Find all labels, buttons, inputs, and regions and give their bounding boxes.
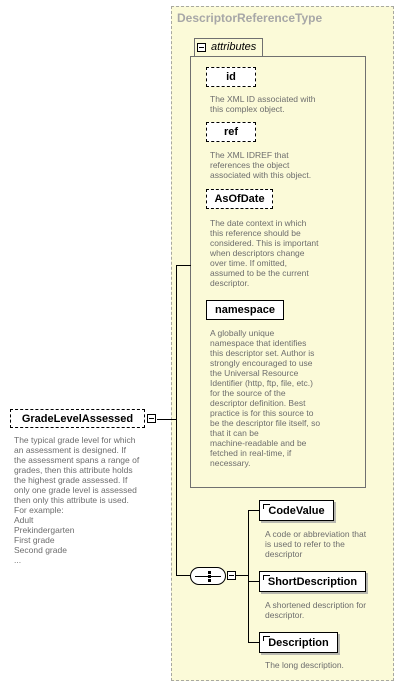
- element-codevalue-desc: A code or abbreviation that is used to refer to the descriptor: [265, 529, 367, 559]
- root-element-desc: The typical grade level for which an assessment is designed. If the assessment spans a range of grades, then this attribute holds the highest grade assessed. If only one grade level is assessed then only this attribute is used. For example: Adult Prekindergarten First grade Second grade ...: [14, 435, 140, 565]
- attribute-asofdate[interactable]: AsOfDate: [206, 189, 273, 209]
- sequence-dots-icon: [203, 571, 213, 582]
- attribute-ref-desc: The XML IDREF that references the object associated with this object.: [210, 150, 312, 180]
- attributes-label: attributes: [211, 41, 257, 53]
- element-icon: [263, 636, 270, 641]
- element-shortdescription[interactable]: [259, 571, 366, 592]
- attribute-namespace[interactable]: namespace: [206, 300, 284, 320]
- connector-shortdescription: [248, 581, 259, 582]
- collapse-attributes-icon[interactable]: [197, 43, 206, 52]
- element-shortdescription-desc: A shortened description for descriptor.: [265, 600, 367, 620]
- sequence-compositor-icon[interactable]: [190, 567, 226, 585]
- attribute-asofdate-desc: The date context in which this reference should be considered. This is important when descriptors change over time. If omitted, assumed to be the current descriptor.: [210, 218, 319, 288]
- connector-root: [157, 419, 177, 420]
- type-title: DescriptorReferenceType: [177, 11, 323, 25]
- element-codevalue[interactable]: [259, 500, 334, 521]
- attribute-id-desc: The XML ID associated with this complex object.: [210, 94, 316, 114]
- element-description-label: Description: [268, 636, 329, 649]
- element-icon: [263, 575, 270, 580]
- element-codevalue-label: CodeValue: [268, 504, 325, 517]
- attribute-ref[interactable]: ref: [206, 122, 256, 142]
- connector-codevalue: [248, 510, 259, 511]
- element-shortdescription-label: ShortDescription: [267, 575, 358, 588]
- connector-sequence: [176, 575, 191, 576]
- root-element-gradelevelassessed[interactable]: GradeLevelAssessed: [10, 409, 145, 428]
- connector-attributes: [176, 265, 191, 266]
- element-icon: [263, 504, 270, 509]
- attribute-namespace-desc: A globally unique namespace that identifies this descriptor set. Author is strongly encouraged to use the Universal Resource Identifier (http, ftp, file, etc.) for the source of the descriptor definition. Best practice is for this source to be the descriptor file itself, so that it can be machine-readable and be fetched in real-time, if necessary.: [210, 328, 321, 468]
- element-description-desc: The long description.: [265, 660, 344, 670]
- attribute-id[interactable]: id: [206, 67, 256, 87]
- element-description[interactable]: [259, 632, 338, 653]
- collapse-sequence-icon[interactable]: [227, 571, 236, 580]
- collapse-root-icon[interactable]: [147, 414, 156, 423]
- connector-trunk: [176, 265, 177, 576]
- connector-seq-trunk: [248, 510, 249, 643]
- connector-description: [248, 642, 259, 643]
